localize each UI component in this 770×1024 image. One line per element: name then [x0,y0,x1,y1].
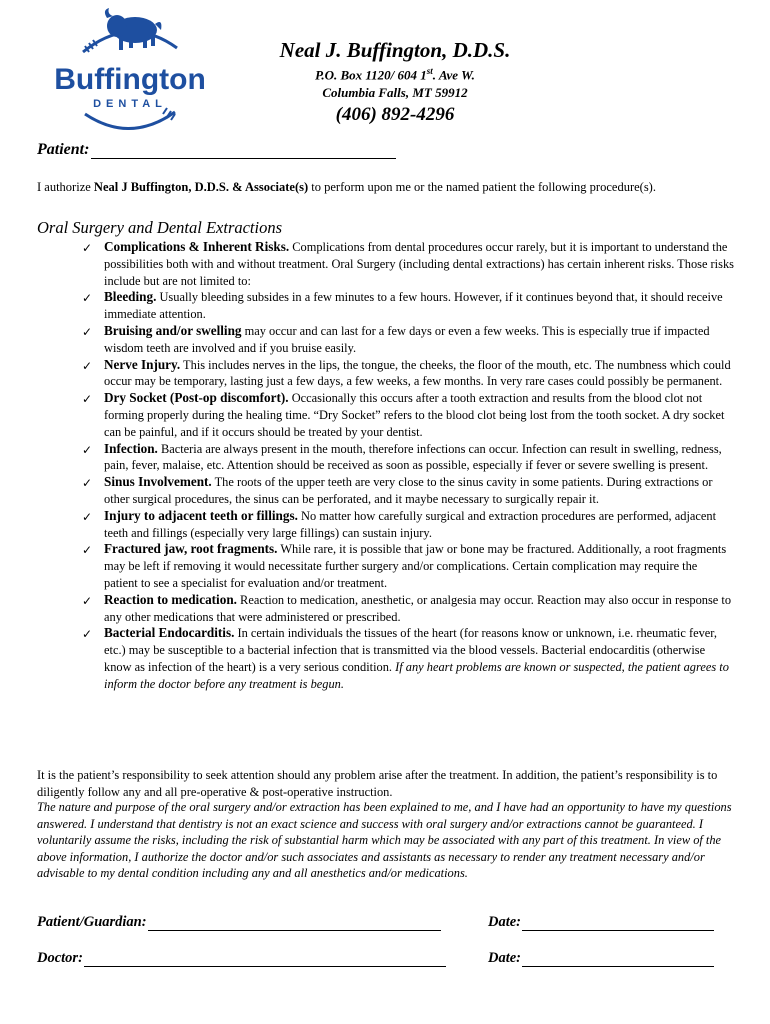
date-label-2: Date: [488,950,522,966]
date-label-1: Date: [488,914,522,930]
address-line-1: P.O. Box 1120/ 604 1st. Ave W. [315,66,475,83]
risk-item-heading: Bleeding. [104,289,157,305]
patient-guardian-label: Patient/Guardian: [37,914,147,930]
letterhead [250,38,540,127]
risk-item [82,508,734,542]
risk-item-heading: Dry Socket (Post-op discomfort). [104,390,289,406]
buffington-dental-logo [55,4,205,139]
risk-item-heading: Reaction to medication. [104,591,237,607]
risk-item-text: The roots of the upper teeth are very close to the sinus cavity in some patients. During extractions or other surgical procedures, the sinus can be perforated, and it maybe necessary to surgically repair it. [104,475,713,506]
date-field-1 [488,914,714,931]
checkmark-icon: ✓ [82,442,93,457]
risk-item-heading: Nerve Injury. [104,356,181,372]
checkmark-icon: ✓ [82,476,93,491]
risk-item-text: Bacteria are always present in the mouth, therefore infections can occur. Infection can result in swelling, redness, pain, fever, malaise, etc. Attention should be received as soon as possible, especially if fever or severe swelling is present. [104,441,722,473]
authorized-provider: Neal J Buffington, D.D.S. & Associate(s) [93,180,309,194]
checkmark-icon: ✓ [82,358,93,373]
doctor-signature [37,950,446,967]
risk-item-text: may occur and can last for a few days or even a few weeks. This is especially true if impacted wisdom teeth are involved and if you bruise easily. [104,323,710,355]
consent-paragraph: The nature and purpose of the oral surgery and/or extraction has been explained to me, and I have had an opportunity to have my questions answered. I understand that dentistry is not an exact science and success with oral surgery and/or extractions cannot be guaranteed. I voluntarily assume the risks, including the risk of substantial harm which may be associated with any part of this treatment. In view of the above information, I authorize the doctor and/or such associates and assistants as necessary to render any treatment necessary and/or advisable to my dental condition including any and all anesthetics and/or medications. [37,800,732,881]
risk-item-heading: Injury to adjacent teeth or fillings. [104,507,298,523]
doctor-line[interactable] [84,952,446,967]
checkmark-icon: ✓ [82,241,93,255]
date-field-2 [488,950,714,967]
risk-item-italic-note: If any heart problems are known or suspected, the patient agrees to inform the doctor before any treatment is begun. [104,659,729,691]
risk-item-text: In certain individuals the tissues of the heart (for reasons know or unknown, i.e. rheumatic fever, etc.) may be susceptible to a bacterial infection that is transmitted via the blood vessels. Bacterial endocarditis (otherwise know as infection of the heart) is a very serious condition. [104,626,717,674]
risk-item-text: Occasionally this occurs after a tooth extraction and results from the blood clot not forming properly during the healing time. “Dry Socket” refers to the blood clot being lost from the tooth socket. A dry socket can be painful, and if it occurs should be treated by your dentist. [104,391,725,439]
risk-item-heading: Fractured jaw, root fragments. [104,541,278,557]
patient-guardian-signature [37,914,441,931]
risk-item [82,390,734,440]
checkmark-icon: ✓ [82,291,93,306]
risk-item-text: Reaction to medication, anesthetic, or analgesia may occur. Reaction may also occur in response to any other medications that were administered or prescribed. [104,592,732,624]
risk-list [82,239,734,693]
risk-item [82,541,734,591]
risk-item-heading: Bruising and/or swelling [104,322,242,338]
doctor-label: Doctor: [37,950,83,966]
checkmark-icon: ✓ [82,627,93,642]
checkmark-icon: ✓ [82,324,93,339]
risk-item [82,441,734,475]
section-title: Oral Surgery and Dental Extractions [37,218,283,237]
checkmark-icon: ✓ [82,593,93,608]
patient-name-line[interactable] [91,142,396,159]
address-line-2: Columbia Falls, MT 59912 [322,85,468,101]
risk-item [82,357,734,391]
risk-item-heading: Infection. [104,440,158,456]
risk-item [82,289,734,323]
patient-field [37,141,396,159]
risk-item [82,625,734,692]
patient-label: Patient: [37,141,90,158]
risk-item-heading: Complications & Inherent Risks. [104,239,290,254]
logo-brand-text: Buffington [55,63,205,96]
checkmark-icon: ✓ [82,392,93,407]
risk-item-text: Complications from dental procedures occur rarely, but it is important to understand the possibilities both with and without treatment. Oral Surgery (including dental extractions) has certain inherent risks. Those risks include but are not limited to: [104,240,734,288]
risk-item-heading: Bacterial Endocarditis. [104,625,235,641]
responsibility-paragraph: It is the patient’s responsibility to seek attention should any problem arise after the treatment. In addition, the patient’s responsibility is to diligently follow any and all pre-operative & post-operative instruction. [37,768,718,799]
risk-item [82,239,734,289]
risk-item [82,592,734,626]
risk-item-text: No matter how carefully surgical and extraction procedures are performed, adjacent teeth and fillings (especially very large fillings) can sustain injury. [104,508,717,540]
checkmark-icon: ✓ [82,543,93,558]
risk-item-text: While rare, it is possible that jaw or bone may be fractured. Additionally, a root fragments may be left if removing it would necessitate further surgery and/or complications. Certain complication may require the patient to see a specialist for evaluation and/or treatment. [104,542,727,590]
logo-sub-text: DENTAL [93,98,167,110]
phone-number: (406) 892-4296 [335,104,455,126]
date-line-1[interactable] [522,916,714,931]
risk-item-heading: Sinus Involvement. [104,474,212,490]
risk-item [82,474,734,508]
risk-item-text: Usually bleeding subsides in a few minutes to a few hours. However, if it continues beyond that, it should receive immediate attention. [104,290,723,322]
authorization-statement: I authorize Neal J Buffington, D.D.S. & Associate(s) to perform upon me or the named patient the following procedure(s). [37,180,656,194]
checkmark-icon: ✓ [82,509,93,524]
doctor-name: Neal J. Buffington, D.D.S. [279,38,511,62]
risk-item-text: This includes nerves in the lips, the tongue, the cheeks, the floor of the mouth, etc. The numbness which could occur may be temporary, lasting just a few days, a few weeks, a few months. In very rare cases could possibly be permanent. [104,357,731,389]
risk-item [82,323,734,357]
patient-guardian-line[interactable] [148,916,441,931]
date-line-2[interactable] [522,952,714,967]
